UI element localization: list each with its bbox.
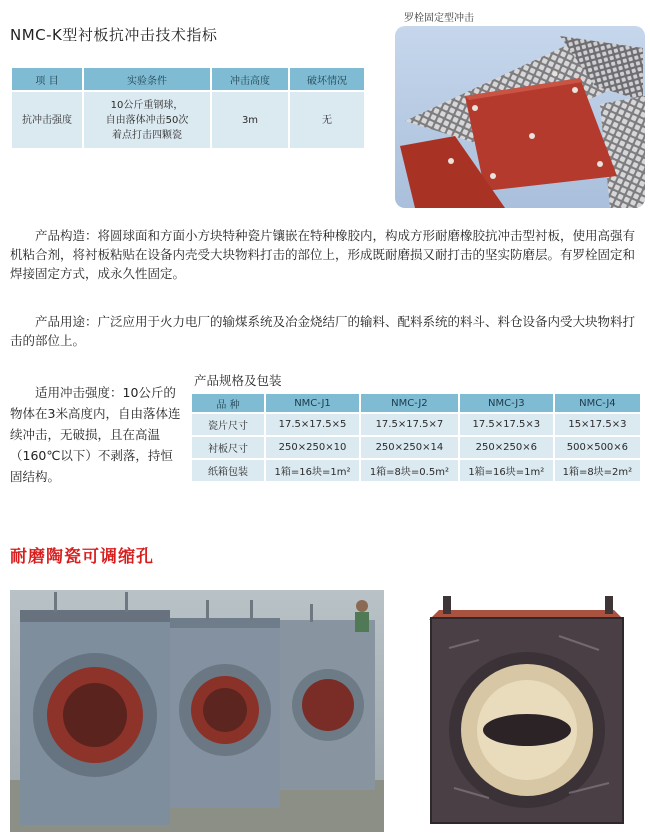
header-cell: NMC-J1 bbox=[266, 394, 359, 412]
table-cell: 3m bbox=[212, 92, 288, 148]
table-row bbox=[192, 437, 640, 458]
table-row bbox=[192, 460, 640, 481]
table-cell: 衬板尺寸 bbox=[192, 437, 264, 458]
paragraph-strength: 适用冲击强度：10公斤的物体在3米高度内，自由落体连续冲击，无破损，且在高温（160℃以下）不剥落，持恒固结构。 bbox=[10, 385, 181, 484]
spec-table bbox=[190, 392, 642, 483]
liner-plates-photo bbox=[395, 26, 645, 208]
header-cell: 冲击高度 bbox=[212, 68, 288, 90]
table-cell: 250×250×14 bbox=[361, 437, 458, 458]
paragraph-usage: 产品用途：广泛应用于火力电厂的输煤系统及冶金烧结厂的输料、配料系统的料斗、料仓设备内受大块物料打击的部位上。 bbox=[10, 314, 636, 348]
table-cell: 抗冲击强度 bbox=[12, 92, 82, 148]
table-cell: 17.5×17.5×5 bbox=[266, 414, 359, 435]
single-gate-photo bbox=[409, 588, 641, 830]
impact-test-table bbox=[10, 66, 366, 150]
table-cell: 1箱=8块=2m² bbox=[555, 460, 640, 481]
table-cell: 无 bbox=[290, 92, 364, 148]
spec-title: 产品规格及包装 bbox=[194, 373, 282, 388]
header-cell: NMC-J4 bbox=[555, 394, 640, 412]
header-cell: 项 目 bbox=[12, 68, 82, 90]
table-cell-condition bbox=[84, 92, 210, 148]
table-cell: 1箱=8块=0.5m² bbox=[361, 460, 458, 481]
table-cell: 1箱=16块=1m² bbox=[460, 460, 553, 481]
table-cell: 瓷片尺寸 bbox=[192, 414, 264, 435]
section-title-gate: 耐磨陶瓷可调缩孔 bbox=[10, 547, 154, 567]
ceramic-gates-photo bbox=[10, 590, 384, 832]
header-cell: 品 种 bbox=[192, 394, 264, 412]
condition-line: 着点打击四颗瓷 bbox=[112, 129, 182, 141]
header-cell: NMC-J2 bbox=[361, 394, 458, 412]
photo-caption: 罗栓固定型冲击 bbox=[404, 13, 474, 24]
table-cell: 纸箱包装 bbox=[192, 460, 264, 481]
header-cell: 破坏情况 bbox=[290, 68, 364, 90]
section-title-impact: NMC-K型衬板抗冲击技术指标 bbox=[10, 26, 218, 44]
condition-line: 自由落体冲击50次 bbox=[105, 114, 189, 126]
ceramic-gates-image bbox=[10, 590, 384, 832]
paragraph-structure: 产品构造：将圆球面和方面小方块特种瓷片镶嵌在特种橡胶内，构成方形耐磨橡胶抗冲击型衬板，使用高强有机粘合剂，将衬板粘贴在设备内壳受大块物料打击的部位上，形成既耐磨损又耐打击的坚实防磨层。有罗栓固定和焊接固定方式，成永久性固定。 bbox=[10, 228, 636, 281]
table-cell: 17.5×17.5×7 bbox=[361, 414, 458, 435]
table-cell: 1箱=16块=1m² bbox=[266, 460, 359, 481]
condition-line: 10公斤重钢球， bbox=[110, 99, 184, 111]
single-gate-image bbox=[409, 588, 641, 830]
liner-plates-image bbox=[395, 26, 645, 208]
table-cell: 15×17.5×3 bbox=[555, 414, 640, 435]
table-header-row bbox=[192, 394, 640, 412]
table-row bbox=[192, 414, 640, 435]
table-header-row bbox=[12, 68, 364, 90]
table-cell: 250×250×6 bbox=[460, 437, 553, 458]
header-cell: 实验条件 bbox=[84, 68, 210, 90]
table-cell: 17.5×17.5×3 bbox=[460, 414, 553, 435]
table-cell: 500×500×6 bbox=[555, 437, 640, 458]
header-cell: NMC-J3 bbox=[460, 394, 553, 412]
table-cell: 250×250×10 bbox=[266, 437, 359, 458]
table-row bbox=[12, 92, 364, 148]
